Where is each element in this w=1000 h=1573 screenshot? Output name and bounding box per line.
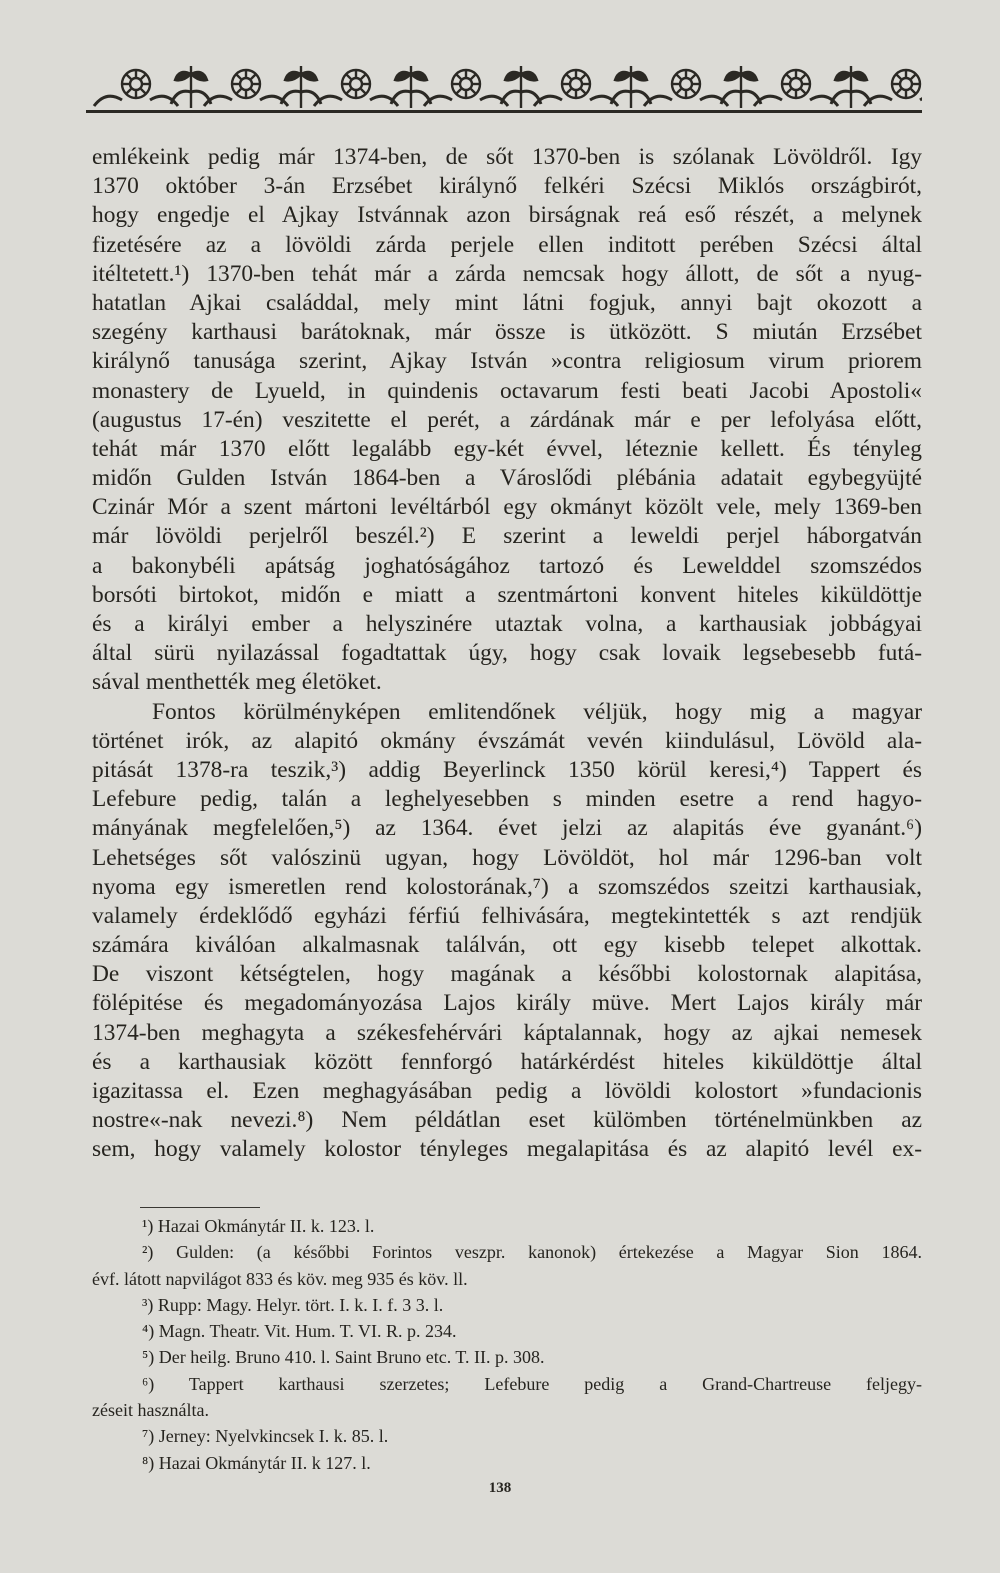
footnote-continuation: zéseit használta. — [92, 1400, 209, 1421]
text-line: itéltetett.¹) 1370-ben tehát már a zárda nemcsak hogy állott, de sőt a nyug- — [92, 260, 922, 287]
text-line: pitását 1378-ra teszik,³) addig Beyerlinck 1350 körül keresi,⁴) Tappert és — [92, 756, 922, 783]
text-line: igazitassa el. Ezen meghagyásában pedig a lövöldi kolostort »fundacionis — [92, 1078, 922, 1104]
footnote: ²) Gulden: (a későbbi Forintos veszpr. kanonok) értekezése a Magyar Sion 1864. — [142, 1242, 922, 1263]
text-line: Czinár Mór a szent mártoni levéltárból egy okmányt közölt vele, mely 1369-ben — [92, 494, 922, 521]
text-line: fizetésére az a lövöldi zárda perjele ellen inditott perében Szécsi által — [92, 231, 922, 258]
text-line: nostre«-nak nevezi.⁸) Nem példátlan eset külömben történelmünkben az — [92, 1107, 922, 1134]
text-line: számára kiválóan alkalmasnak találván, ott egy kisebb telepet alkottak. — [92, 932, 922, 959]
text-line: már lövöldi perjelről beszél.²) E szerint a leweldi perjel háborgatván — [92, 523, 922, 550]
page-number: 138 — [488, 1480, 512, 1496]
text-line: midőn Gulden István 1864-ben a Városlődi plébánia adatait egybegyüjté — [92, 465, 922, 492]
text-line: mányának megfelelően,⁵) az 1364. évet jelzi az alapitás éve gyanánt.⁶) — [92, 815, 922, 842]
footnotes — [92, 1213, 922, 1476]
footnote: ⁶) Tappert karthausi szerzetes; Lefebure pedig a Grand-Chartreuse feljegy- — [142, 1373, 922, 1394]
main-text — [92, 143, 922, 1165]
text-line: valamely érdeklődő egyházi férfiú felhivására, megtekintették s azt rendjük — [92, 902, 922, 929]
paragraph-start-line: Fontos körülményképen emlitendőnek véljük, hogy mig a magyar — [152, 698, 922, 725]
text-line: szegény karthausi barátoknak, már össze is ütközött. S miután Erzsébet — [92, 319, 922, 346]
text-line: királynő tanusága szerint, Ajkay István »contra religiosum virum priorem — [92, 348, 922, 375]
text-line: Lefebure pedig, talán a leghelyesebben s minden esetre a rend hagyo- — [92, 786, 922, 813]
text-line: 1374-ben meghagyta a székesfehérvári káptalannak, hogy az ajkai nemesek — [92, 1019, 922, 1046]
text-line: monastery de Lyueld, in quindenis octavarum festi beati Jacobi Apostoli« — [92, 377, 922, 404]
text-line: sem, hogy valamely kolostor tényleges megalapitása és az alapitó levél ex- — [92, 1136, 922, 1163]
text-line: által sürü nyilazással fogadtattak úgy, hogy csak lovaik legsebesebb futá- — [92, 640, 922, 667]
text-line: Lehetséges sőt valószinü ugyan, hogy Lövöldöt, hol már 1296-ban volt — [92, 844, 922, 871]
text-line: emlékeink pedig már 1374-ben, de sőt 1370-ben is szólanak Lövöldről. Igy — [92, 144, 922, 170]
text-line: hogy engedje el Ajkay Istvánnak azon birságnak reá eső részét, a melynek — [92, 202, 922, 229]
text-line: és a karthausiak között fennforgó határkérdést hiteles kiküldöttje által — [92, 1048, 922, 1075]
decorative-floral-border — [86, 60, 922, 120]
text-line: tehát már 1370 előtt legalább egy-két évvel, léteznie kellett. És tényleg — [92, 435, 922, 462]
footnote: ⁷) Jerney: Nyelvkincsek I. k. 85. l. — [142, 1426, 389, 1447]
footnote: ⁴) Magn. Theatr. Vit. Hum. T. VI. R. p. 234. — [142, 1321, 457, 1342]
text-line: és a királyi ember a helyszinére utaztak volna, a karthausiak jobbágyai — [92, 611, 922, 637]
text-line: a bakonybéli apátság joghatóságához tartozó és Lewelddel szomszédos — [92, 552, 922, 579]
text-line: (augustus 17-én) veszitette el perét, a zárdának már e per lefolyása előtt, — [92, 406, 922, 433]
text-line: történet irók, az alapitó okmány évszámát vevén kiindulásul, Lövöld ala- — [92, 727, 922, 754]
footnote-divider — [140, 1207, 260, 1208]
footnote: ¹) Hazai Okmánytár II. k. 123. l. — [142, 1216, 375, 1236]
footnote: ³) Rupp: Magy. Helyr. tört. I. k. I. f. 3 3. l. — [142, 1294, 444, 1315]
text-line: borsóti birtokot, midőn e miatt a szentmártoni konvent hiteles kiküldöttje — [92, 581, 922, 608]
text-line: 1370 október 3-án Erzsébet királynő felkéri Szécsi Miklós országbirót, — [92, 173, 922, 200]
footnote: ⁵) Der heilg. Bruno 410. l. Saint Bruno etc. T. II. p. 308. — [142, 1347, 545, 1368]
text-line: sával menthették meg életöket. — [92, 669, 382, 696]
text-line: fölépitése és megadományozása Lajos király müve. Mert Lajos király már — [92, 990, 922, 1017]
text-line: hatatlan Ajkai családdal, mely mint látni fogjuk, annyi bajt okozott a — [92, 289, 922, 316]
footnote-continuation: évf. látott napvilágot 833 és köv. meg 935 és köv. ll. — [92, 1268, 468, 1289]
text-line: nyoma egy ismeretlen rend kolostorának,⁷) a szomszédos szeitzi karthausiak, — [92, 873, 922, 900]
text-line: De viszont kétségtelen, hogy magának a későbbi kolostornak alapitása, — [92, 961, 922, 988]
footnote: ⁸) Hazai Okmánytár II. k 127. l. — [142, 1452, 371, 1473]
